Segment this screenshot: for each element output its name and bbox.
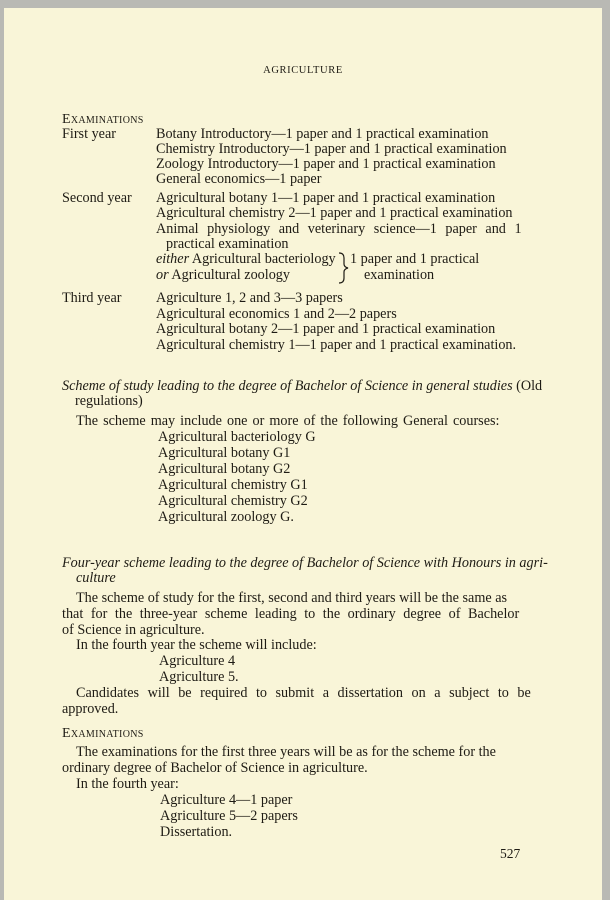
paragraph-line: The examinations for the first three years will be as for the scheme for the [76,744,496,760]
exam-item: Chemistry Introductory—1 paper and 1 practical examination [156,141,507,157]
course-item: Agriculture 4 [159,653,236,669]
exam-item: Agricultural chemistry 2—1 paper and 1 practical examination [156,205,513,221]
third-year-label: Third year [62,290,122,306]
brace-note: examination [364,267,435,283]
document-page [4,8,602,900]
section-heading-examinations: Examinations [62,112,144,127]
general-scheme-title: Scheme of study leading to the degree of Bachelor of Science in general studies [62,378,513,394]
course-item: Agricultural botany G2 [158,461,291,477]
first-year-label: First year [62,126,116,142]
either-word: either [156,251,190,267]
right-brace-icon [336,252,350,284]
or-word: or [156,267,169,283]
section-heading-examinations: Examinations [62,726,144,741]
paragraph-line: of Science in agriculture. [62,622,205,638]
general-scheme-heading [62,378,542,394]
exam-item: Zoology Introductory—1 paper and 1 practical examination [156,156,496,172]
exam-item: Agriculture 1, 2 and 3—3 papers [156,290,343,306]
exam-item: Agricultural botany 1—1 paper and 1 practical examination [156,190,496,206]
exam-item: Agricultural chemistry 1—1 paper and 1 practical examination. [156,337,517,353]
exam-item: Botany Introductory—1 paper and 1 practical examination [156,126,489,142]
paragraph-line: The scheme of study for the first, second and third years will be the same as [76,590,508,606]
exam-item-continuation: practical examination [166,236,289,252]
course-item: Agricultural botany G1 [158,445,291,461]
page-number: 527 [500,846,521,861]
course-item: Agriculture 5. [159,669,239,685]
exam-item: Animal physiology and veterinary science—1 paper and 1 [156,221,522,237]
course-item: Agricultural bacteriology G [158,429,316,445]
general-scheme-intro: The scheme may include one or more of the following General courses: [76,413,500,429]
exam-item: Agricultural economics 1 and 2—2 papers [156,306,397,322]
paragraph-line: Candidates will be required to submit a dissertation on a subject to be [76,685,531,701]
general-scheme-note: (Old [516,378,543,394]
honours-scheme-title: Four-year scheme leading to the degree of Bachelor of Science with Honours in agri- [62,555,548,571]
paragraph-line: approved. [62,701,119,717]
either-option [156,251,336,267]
or-option [156,267,290,283]
exam-item: Dissertation. [160,824,233,840]
course-item: Agricultural zoology G. [158,509,294,525]
paragraph-line: In the fourth year the scheme will include: [76,637,317,653]
exam-item: General economics—1 paper [156,171,322,187]
second-year-label: Second year [62,190,132,206]
paragraph-line: In the fourth year: [76,776,179,792]
brace-note: 1 paper and 1 practical [350,251,480,267]
honours-scheme-title-continued: culture [76,570,116,586]
exam-item: Agricultural botany 2—1 paper and 1 practical examination [156,321,496,337]
paragraph-line: ordinary degree of Bachelor of Science in agriculture. [62,760,368,776]
exam-item: Agriculture 4—1 paper [160,792,293,808]
or-subject: Agricultural zoology [171,267,290,283]
course-item: Agricultural chemistry G2 [158,493,308,509]
either-subject: Agricultural bacteriology [191,251,336,267]
paragraph-line: that for the three-year scheme leading to the ordinary degree of Bachelor [62,606,520,622]
course-item: Agricultural chemistry G1 [158,477,308,493]
running-head: AGRICULTURE [263,65,343,76]
exam-item: Agriculture 5—2 papers [160,808,298,824]
general-scheme-note-continued: regulations) [75,393,143,409]
